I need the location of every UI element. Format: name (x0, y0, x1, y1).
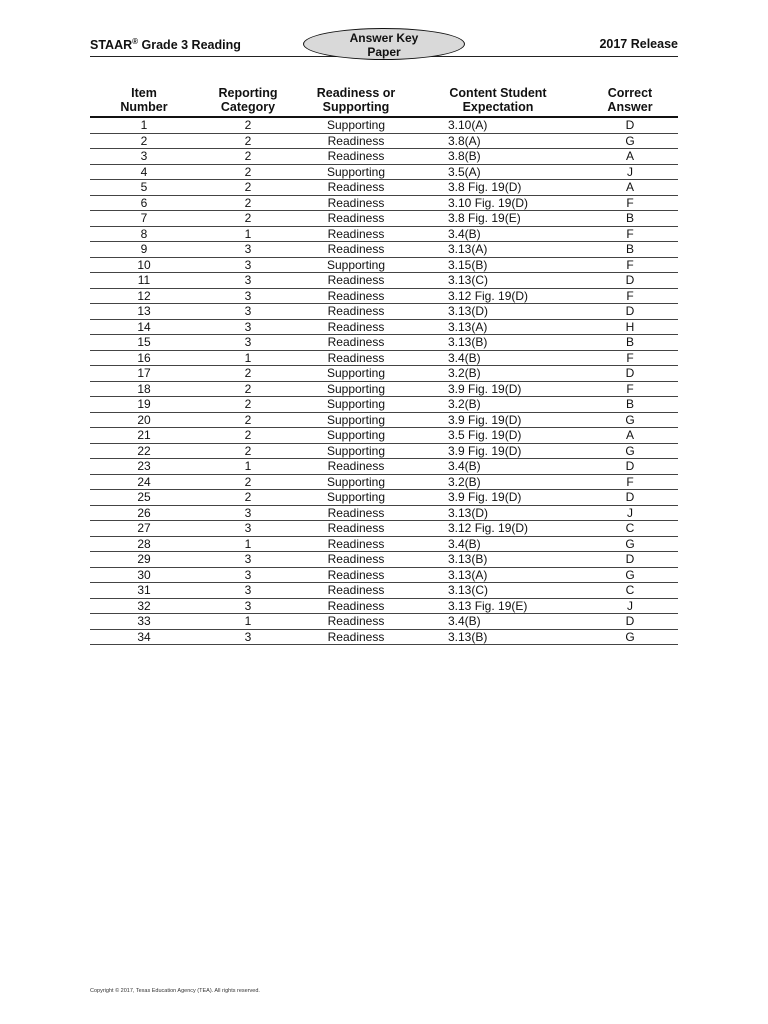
item-number-cell: 12 (90, 288, 198, 304)
expectation-cell: 3.8 Fig. 19(D) (414, 180, 582, 196)
table-row (90, 164, 678, 180)
expectation-cell: 3.10(A) (414, 117, 582, 133)
expectation-cell: 3.13(C) (414, 583, 582, 599)
item-number-cell: 9 (90, 242, 198, 258)
reporting-category-cell: 2 (198, 180, 298, 196)
table-row (90, 412, 678, 428)
reporting-category-cell: 1 (198, 459, 298, 475)
expectation-cell: 3.15(B) (414, 257, 582, 273)
readiness-cell: Supporting (298, 490, 414, 506)
table-row (90, 133, 678, 149)
item-number-cell: 29 (90, 552, 198, 568)
table-row (90, 552, 678, 568)
reporting-category-cell: 1 (198, 536, 298, 552)
correct-answer-cell: A (582, 180, 678, 196)
badge-line-2: Paper (367, 45, 401, 59)
readiness-cell: Readiness (298, 583, 414, 599)
column-header-reporting-category: Reporting Category (198, 86, 298, 117)
table-row (90, 366, 678, 382)
table-row (90, 242, 678, 258)
item-number-cell: 16 (90, 350, 198, 366)
column-header-correct-answer: Correct Answer (582, 86, 678, 117)
correct-answer-cell: A (582, 149, 678, 165)
readiness-cell: Supporting (298, 164, 414, 180)
table-row (90, 319, 678, 335)
readiness-cell: Supporting (298, 412, 414, 428)
expectation-cell: 3.2(B) (414, 366, 582, 382)
correct-answer-cell: G (582, 567, 678, 583)
readiness-cell: Readiness (298, 567, 414, 583)
expectation-cell: 3.2(B) (414, 474, 582, 490)
badge-line-1: Answer Key (349, 31, 419, 45)
correct-answer-cell: B (582, 242, 678, 258)
correct-answer-cell: D (582, 614, 678, 630)
reporting-category-cell: 3 (198, 598, 298, 614)
item-number-cell: 17 (90, 366, 198, 382)
readiness-cell: Readiness (298, 598, 414, 614)
table-row (90, 598, 678, 614)
correct-answer-cell: D (582, 552, 678, 568)
table-row (90, 428, 678, 444)
reporting-category-cell: 3 (198, 335, 298, 351)
correct-answer-cell: H (582, 319, 678, 335)
correct-answer-cell: B (582, 335, 678, 351)
table-row (90, 304, 678, 320)
item-number-cell: 25 (90, 490, 198, 506)
table-row (90, 583, 678, 599)
readiness-cell: Supporting (298, 381, 414, 397)
table-row (90, 117, 678, 133)
reporting-category-cell: 3 (198, 583, 298, 599)
item-number-cell: 30 (90, 567, 198, 583)
item-number-cell: 27 (90, 521, 198, 537)
table-row (90, 288, 678, 304)
reporting-category-cell: 2 (198, 195, 298, 211)
correct-answer-cell: G (582, 629, 678, 645)
correct-answer-cell: B (582, 397, 678, 413)
item-number-cell: 19 (90, 397, 198, 413)
column-header-readiness-or-supporting: Readiness or Supporting (298, 86, 414, 117)
table-row (90, 226, 678, 242)
table-row (90, 614, 678, 630)
reporting-category-cell: 3 (198, 288, 298, 304)
column-header-content-student-expectation: Content Student Expectation (414, 86, 582, 117)
table-row (90, 273, 678, 289)
reporting-category-cell: 1 (198, 350, 298, 366)
readiness-cell: Readiness (298, 629, 414, 645)
expectation-cell: 3.13 Fig. 19(E) (414, 598, 582, 614)
reporting-category-cell: 3 (198, 552, 298, 568)
item-number-cell: 15 (90, 335, 198, 351)
item-number-cell: 32 (90, 598, 198, 614)
expectation-cell: 3.13(A) (414, 319, 582, 335)
expectation-cell: 3.13(D) (414, 505, 582, 521)
correct-answer-cell: D (582, 459, 678, 475)
expectation-cell: 3.12 Fig. 19(D) (414, 288, 582, 304)
expectation-cell: 3.5 Fig. 19(D) (414, 428, 582, 444)
item-number-cell: 18 (90, 381, 198, 397)
correct-answer-cell: D (582, 366, 678, 382)
release-year: 2017 Release (599, 37, 678, 51)
table-row (90, 381, 678, 397)
expectation-cell: 3.13(D) (414, 304, 582, 320)
reporting-category-cell: 2 (198, 443, 298, 459)
expectation-cell: 3.12 Fig. 19(D) (414, 521, 582, 537)
expectation-cell: 3.4(B) (414, 459, 582, 475)
item-number-cell: 22 (90, 443, 198, 459)
reporting-category-cell: 2 (198, 133, 298, 149)
readiness-cell: Readiness (298, 195, 414, 211)
reporting-category-cell: 3 (198, 304, 298, 320)
item-number-cell: 10 (90, 257, 198, 273)
readiness-cell: Supporting (298, 117, 414, 133)
table-row (90, 335, 678, 351)
item-number-cell: 7 (90, 211, 198, 227)
item-number-cell: 21 (90, 428, 198, 444)
reporting-category-cell: 2 (198, 397, 298, 413)
reporting-category-cell: 2 (198, 117, 298, 133)
reporting-category-cell: 2 (198, 211, 298, 227)
table-row (90, 629, 678, 645)
correct-answer-cell: J (582, 598, 678, 614)
item-number-cell: 23 (90, 459, 198, 475)
correct-answer-cell: F (582, 350, 678, 366)
answer-key-badge (303, 28, 465, 60)
correct-answer-cell: D (582, 490, 678, 506)
expectation-cell: 3.8 Fig. 19(E) (414, 211, 582, 227)
table-header-row (90, 86, 678, 117)
answer-key-table-wrapper (90, 86, 678, 645)
registered-mark: ® (132, 37, 139, 46)
correct-answer-cell: F (582, 257, 678, 273)
readiness-cell: Readiness (298, 614, 414, 630)
readiness-cell: Readiness (298, 288, 414, 304)
reporting-category-cell: 3 (198, 505, 298, 521)
reporting-category-cell: 3 (198, 567, 298, 583)
readiness-cell: Readiness (298, 133, 414, 149)
reporting-category-cell: 2 (198, 164, 298, 180)
correct-answer-cell: D (582, 273, 678, 289)
item-number-cell: 33 (90, 614, 198, 630)
expectation-cell: 3.5(A) (414, 164, 582, 180)
correct-answer-cell: G (582, 443, 678, 459)
item-number-cell: 4 (90, 164, 198, 180)
reporting-category-cell: 1 (198, 614, 298, 630)
correct-answer-cell: A (582, 428, 678, 444)
item-number-cell: 34 (90, 629, 198, 645)
item-number-cell: 14 (90, 319, 198, 335)
correct-answer-cell: D (582, 304, 678, 320)
test-title-name: STAAR (90, 38, 133, 53)
page-header (90, 28, 678, 57)
correct-answer-cell: J (582, 164, 678, 180)
item-number-cell: 3 (90, 149, 198, 165)
expectation-cell: 3.4(B) (414, 536, 582, 552)
expectation-cell: 3.13(C) (414, 273, 582, 289)
correct-answer-cell: G (582, 412, 678, 428)
readiness-cell: Readiness (298, 335, 414, 351)
readiness-cell: Readiness (298, 180, 414, 196)
table-row (90, 505, 678, 521)
correct-answer-cell: D (582, 117, 678, 133)
readiness-cell: Supporting (298, 397, 414, 413)
expectation-cell: 3.9 Fig. 19(D) (414, 490, 582, 506)
table-row (90, 536, 678, 552)
item-number-cell: 28 (90, 536, 198, 552)
table-row (90, 443, 678, 459)
table-row (90, 490, 678, 506)
reporting-category-cell: 2 (198, 474, 298, 490)
expectation-cell: 3.4(B) (414, 350, 582, 366)
reporting-category-cell: 3 (198, 257, 298, 273)
item-number-cell: 20 (90, 412, 198, 428)
expectation-cell: 3.13(B) (414, 335, 582, 351)
correct-answer-cell: F (582, 474, 678, 490)
answer-key-table (90, 86, 678, 645)
readiness-cell: Readiness (298, 521, 414, 537)
table-row (90, 195, 678, 211)
item-number-cell: 1 (90, 117, 198, 133)
column-header-item-number: Item Number (90, 86, 198, 117)
correct-answer-cell: G (582, 133, 678, 149)
readiness-cell: Readiness (298, 149, 414, 165)
reporting-category-cell: 3 (198, 629, 298, 645)
reporting-category-cell: 2 (198, 149, 298, 165)
table-row (90, 459, 678, 475)
item-number-cell: 26 (90, 505, 198, 521)
test-title-suffix: Grade 3 Reading (138, 38, 241, 53)
correct-answer-cell: C (582, 521, 678, 537)
item-number-cell: 8 (90, 226, 198, 242)
expectation-cell: 3.8(B) (414, 149, 582, 165)
readiness-cell: Readiness (298, 319, 414, 335)
table-row (90, 350, 678, 366)
expectation-cell: 3.8(A) (414, 133, 582, 149)
correct-answer-cell: F (582, 195, 678, 211)
correct-answer-cell: F (582, 288, 678, 304)
expectation-cell: 3.4(B) (414, 614, 582, 630)
readiness-cell: Readiness (298, 304, 414, 320)
item-number-cell: 13 (90, 304, 198, 320)
readiness-cell: Supporting (298, 366, 414, 382)
reporting-category-cell: 3 (198, 242, 298, 258)
correct-answer-cell: C (582, 583, 678, 599)
item-number-cell: 11 (90, 273, 198, 289)
table-body (90, 117, 678, 645)
item-number-cell: 6 (90, 195, 198, 211)
reporting-category-cell: 2 (198, 490, 298, 506)
readiness-cell: Readiness (298, 536, 414, 552)
reporting-category-cell: 3 (198, 273, 298, 289)
expectation-cell: 3.9 Fig. 19(D) (414, 443, 582, 459)
readiness-cell: Supporting (298, 257, 414, 273)
reporting-category-cell: 3 (198, 521, 298, 537)
expectation-cell: 3.10 Fig. 19(D) (414, 195, 582, 211)
correct-answer-cell: F (582, 381, 678, 397)
table-row (90, 180, 678, 196)
table-row (90, 257, 678, 273)
table-row (90, 397, 678, 413)
readiness-cell: Readiness (298, 273, 414, 289)
expectation-cell: 3.13(A) (414, 567, 582, 583)
reporting-category-cell: 2 (198, 428, 298, 444)
copyright-notice: Copyright © 2017, Texas Education Agency (TEA). All rights reserved. (90, 988, 260, 994)
reporting-category-cell: 3 (198, 319, 298, 335)
table-row (90, 521, 678, 537)
table-row (90, 211, 678, 227)
expectation-cell: 3.4(B) (414, 226, 582, 242)
readiness-cell: Supporting (298, 443, 414, 459)
expectation-cell: 3.13(B) (414, 552, 582, 568)
item-number-cell: 5 (90, 180, 198, 196)
expectation-cell: 3.9 Fig. 19(D) (414, 381, 582, 397)
expectation-cell: 3.9 Fig. 19(D) (414, 412, 582, 428)
item-number-cell: 24 (90, 474, 198, 490)
readiness-cell: Supporting (298, 428, 414, 444)
table-row (90, 149, 678, 165)
readiness-cell: Readiness (298, 350, 414, 366)
item-number-cell: 31 (90, 583, 198, 599)
readiness-cell: Readiness (298, 242, 414, 258)
expectation-cell: 3.13(A) (414, 242, 582, 258)
expectation-cell: 3.2(B) (414, 397, 582, 413)
correct-answer-cell: F (582, 226, 678, 242)
item-number-cell: 2 (90, 133, 198, 149)
correct-answer-cell: B (582, 211, 678, 227)
reporting-category-cell: 2 (198, 381, 298, 397)
readiness-cell: Supporting (298, 474, 414, 490)
reporting-category-cell: 2 (198, 366, 298, 382)
correct-answer-cell: G (582, 536, 678, 552)
table-row (90, 567, 678, 583)
readiness-cell: Readiness (298, 459, 414, 475)
reporting-category-cell: 2 (198, 412, 298, 428)
expectation-cell: 3.13(B) (414, 629, 582, 645)
readiness-cell: Readiness (298, 211, 414, 227)
readiness-cell: Readiness (298, 226, 414, 242)
correct-answer-cell: J (582, 505, 678, 521)
readiness-cell: Readiness (298, 505, 414, 521)
table-row (90, 474, 678, 490)
readiness-cell: Readiness (298, 552, 414, 568)
reporting-category-cell: 1 (198, 226, 298, 242)
test-title (90, 37, 241, 52)
